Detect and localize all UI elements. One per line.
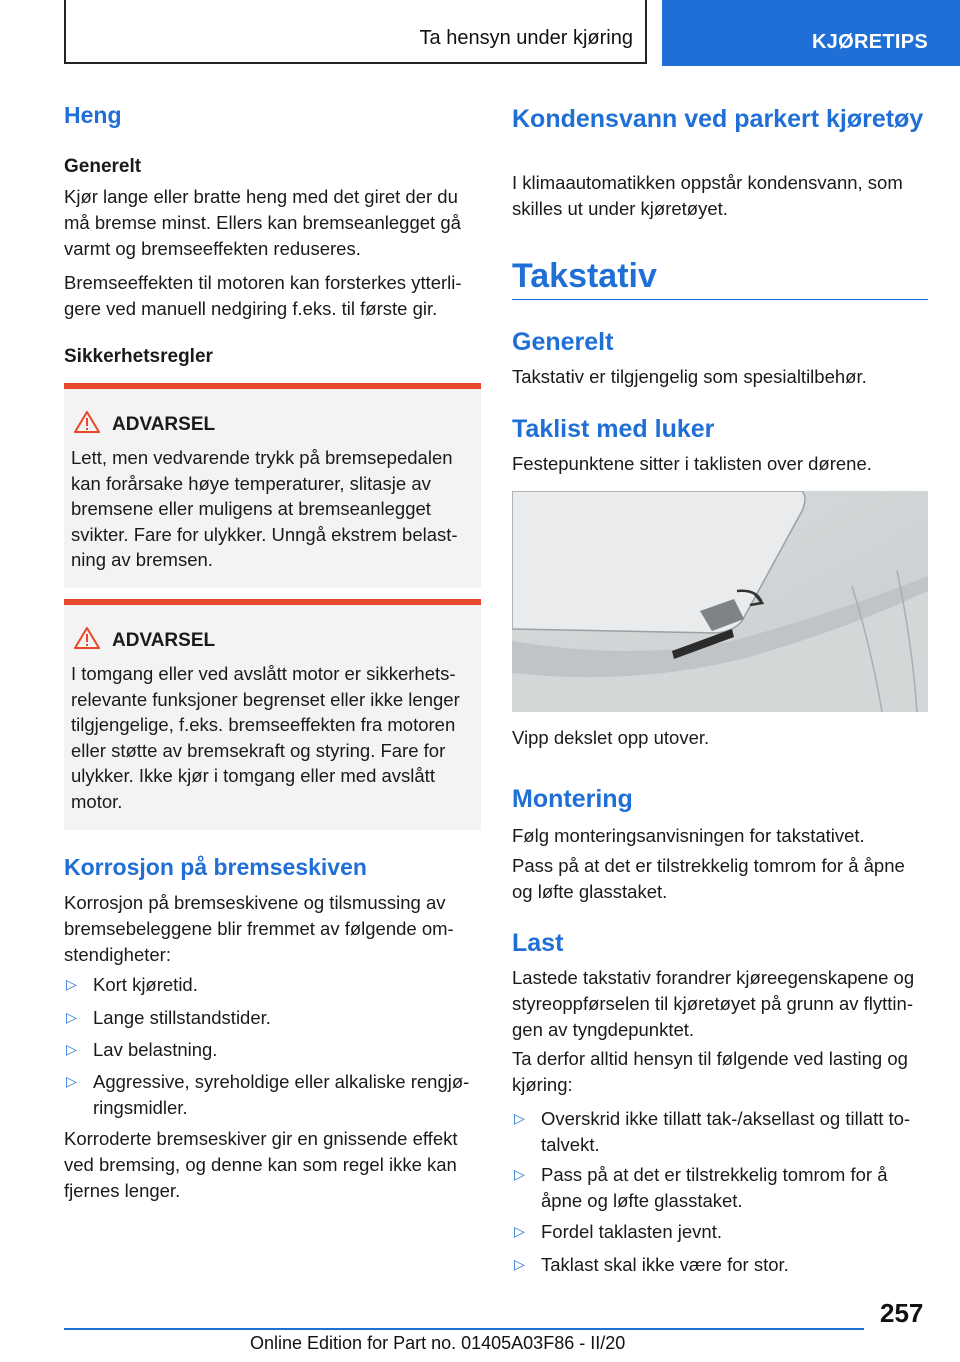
list-item-text: Lav belastning. [93,1039,218,1060]
list-item-text: Lange stillstandstider. [93,1007,271,1028]
roof-rail-photo [512,491,928,712]
warning-title-2 [74,627,215,652]
warning-box-1 [64,383,481,588]
triangle-bullet-icon: ▷ [514,1166,525,1182]
list-item-text: Overskrid ikke tillatt tak-/aksellast og tillatt to-talvekt. [541,1108,911,1155]
last-paragraph-2: Ta derfor alltid hensyn til følgende ved lasting og kjøring: [512,1048,908,1095]
list-item-text: Kort kjøretid. [93,974,198,995]
montering-paragraph-2: Pass på at det er tilstrekkelig tomrom for å åpne og løfte glasstaket. [512,855,905,902]
sikkerhetsregler-subheading: Sikkerhetsregler [64,346,213,367]
warning-text-1: Lett, men vedvarende trykk på bremsepedalen kan forårsake høye temperaturer, slitasje av bremsene eller muligens at bremseanlegget svikter. Fare for ulykker. Unngå ekstrem belast-ning av bremsen. [71,447,458,570]
takstativ-heading: Takstativ [512,257,657,295]
footer-rule [64,1328,864,1330]
generelt-paragraph-1: Kjør lange eller bratte heng med det giret der du må bremse minst. Ellers kan bremseanlegget gå varmt og bremseeffekten reduseres. [64,186,461,259]
warning-triangle-icon [74,627,100,649]
triangle-bullet-icon: ▷ [66,1041,77,1057]
triangle-bullet-icon: ▷ [514,1223,525,1239]
triangle-bullet-icon: ▷ [514,1256,525,1272]
last-heading: Last [512,929,564,957]
taklist-paragraph: Festepunktene sitter i taklisten over dørene. [512,453,872,474]
warning-text-2: I tomgang eller ved avslått motor er sikkerhets-relevante funksjoner begrenset eller ikke lenger tilgjengelige, f.eks. bremseeffekten fra motoren eller støtte av bremsekraft og styring. Fare for ulykker. Ikke kjør i tomgang eller med avslått motor. [71,663,460,812]
list-item-text: Aggressive, syreholdige eller alkaliske rengjø-ringsmidler. [93,1071,470,1118]
montering-paragraph-1: Følg monteringsanvisningen for takstativet. [512,825,865,846]
generelt-paragraph: Takstativ er tilgjengelig som spesialtilbehør. [512,366,867,387]
edition-text: Online Edition for Part no. 01405A03F86 - II/20 [250,1333,626,1353]
generelt-subheading: Generelt [64,156,142,177]
triangle-bullet-icon: ▷ [514,1110,525,1126]
kondens-heading: Kondensvann ved parkert kjøretøy [512,105,924,133]
warning-box-2 [64,599,481,830]
chapter-tab [662,0,960,66]
triangle-bullet-icon: ▷ [66,1073,77,1089]
montering-heading: Montering [512,785,633,813]
generelt-heading: Generelt [512,328,614,356]
warning-triangle-icon [74,411,100,433]
list-item-text: Taklast skal ikke være for stor. [541,1254,789,1275]
page-number: 257 [880,1298,924,1328]
korrosjon-paragraph-2: Korroderte bremseskiver gir en gnissende effekt ved bremsing, og denne kan som regel ikke kan fjernes lenger. [64,1128,458,1201]
heng-heading: Heng [64,102,122,128]
photo-caption: Vipp dekslet opp utover. [512,727,710,748]
list-item-text: Pass på at det er tilstrekkelig tomrom for å åpne og løfte glasstaket. [541,1164,888,1211]
list-item-text: Fordel taklasten jevnt. [541,1221,722,1242]
triangle-bullet-icon: ▷ [66,976,77,992]
triangle-bullet-icon: ▷ [66,1009,77,1025]
section-title: Ta hensyn under kjøring [419,27,633,49]
warning-label-1: ADVARSEL [112,414,216,435]
warning-title-1 [74,411,215,436]
korrosjon-paragraph-1: Korrosjon på bremseskivene og tilsmussing av bremsebeleggene blir fremmet av følgende om-stendigheter: [64,892,454,965]
warning-label-2: ADVARSEL [112,630,216,651]
korrosjon-heading: Korrosjon på bremseskiven [64,854,367,880]
chapter-title: KJØRETIPS [811,31,928,53]
section-tab [64,0,647,64]
page-header [0,0,960,66]
kondens-paragraph: I klimaautomatikken oppstår kondensvann, som skilles ut under kjøretøyet. [512,172,903,219]
edition-footer [250,1333,625,1354]
heading-rule [512,299,928,300]
taklist-heading: Taklist med luker [512,415,715,443]
generelt-paragraph-2: Bremseeffekten til motoren kan forsterkes ytterli-gere ved manuell nedgiring f.eks. til første gir. [64,272,462,319]
last-paragraph-1: Lastede takstativ forandrer kjøreegenskapene og styreoppførselen til kjøretøyet på grunn av flyttin-gen av tyngdepunktet. [512,967,915,1040]
